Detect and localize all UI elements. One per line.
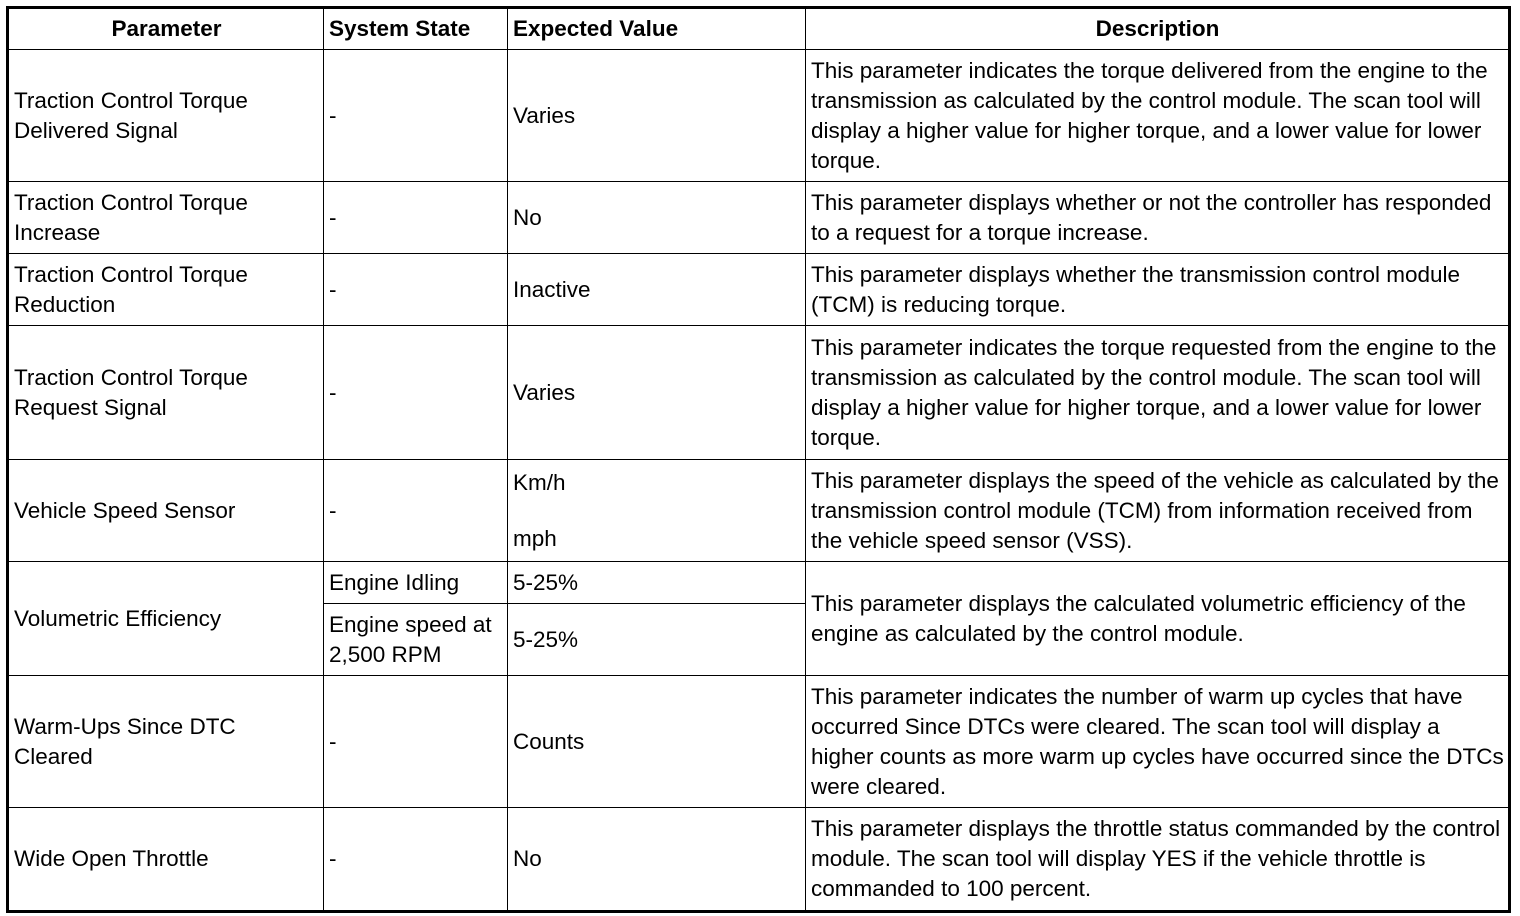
table-row [8,50,1510,182]
parameter-cell: Warm-Ups Since DTC Cleared [8,676,324,808]
expected-value-cell: Counts [508,676,806,808]
header-description: Description [806,8,1510,50]
header-parameter: Parameter [8,8,324,50]
table-row [8,562,1510,604]
system-state-cell: - [324,326,508,460]
table-row [8,182,1510,254]
system-state-cell: Engine speed at 2,500 RPM [324,604,508,676]
table-row [8,326,1510,460]
expected-value-cell: 5-25% [508,562,806,604]
parameter-cell: Traction Control Torque Request Signal [8,326,324,460]
parameter-cell: Wide Open Throttle [8,808,324,912]
expected-value-cell: Varies [508,326,806,460]
description-cell: This parameter indicates the torque requested from the engine to the transmission as calculated by the control module. The scan tool will display a higher value for higher torque, and a lower value for lower torque. [806,326,1510,460]
expected-value-cell [508,460,806,562]
table-row [8,676,1510,808]
header-expected-value: Expected Value [508,8,806,50]
parameter-cell: Vehicle Speed Sensor [8,460,324,562]
system-state-cell: Engine Idling [324,562,508,604]
parameter-table [6,6,1511,913]
description-cell: This parameter displays the throttle status commanded by the control module. The scan tool will display YES if the vehicle throttle is commanded to 100 percent. [806,808,1510,912]
description-cell: This parameter indicates the torque delivered from the engine to the transmission as calculated by the control module. The scan tool will display a higher value for higher torque, and a lower value for lower torque. [806,50,1510,182]
description-cell: This parameter displays whether the transmission control module (TCM) is reducing torque. [806,254,1510,326]
parameter-cell: Traction Control Torque Delivered Signal [8,50,324,182]
system-state-cell: - [324,182,508,254]
expected-value-cell: No [508,808,806,912]
description-cell: This parameter indicates the number of warm up cycles that have occurred Since DTCs were cleared. The scan tool will display a higher counts as more warm up cycles have occurred since the DTCs were cleared. [806,676,1510,808]
expected-value-cell: 5-25% [508,604,806,676]
expected-value-cell: Inactive [508,254,806,326]
expected-value-cell: No [508,182,806,254]
expected-value-cell: Varies [508,50,806,182]
description-cell: This parameter displays the calculated volumetric efficiency of the engine as calculated by the control module. [806,562,1510,676]
parameter-cell: Traction Control Torque Increase [8,182,324,254]
parameter-cell: Traction Control Torque Reduction [8,254,324,326]
expected-value-unit-kmh: Km/h [513,469,566,495]
system-state-cell: - [324,254,508,326]
table-row [8,808,1510,912]
description-cell: This parameter displays the speed of the vehicle as calculated by the transmission control module (TCM) from information received from the vehicle speed sensor (VSS). [806,460,1510,562]
system-state-cell: - [324,50,508,182]
expected-value-unit-mph: mph [513,525,557,551]
header-system-state: System State [324,8,508,50]
parameter-cell: Volumetric Efficiency [8,562,324,676]
table-row [8,460,1510,562]
system-state-cell: - [324,808,508,912]
system-state-cell: - [324,676,508,808]
table-row [8,254,1510,326]
header-row [8,8,1510,50]
system-state-cell: - [324,460,508,562]
description-cell: This parameter displays whether or not the controller has responded to a request for a torque increase. [806,182,1510,254]
